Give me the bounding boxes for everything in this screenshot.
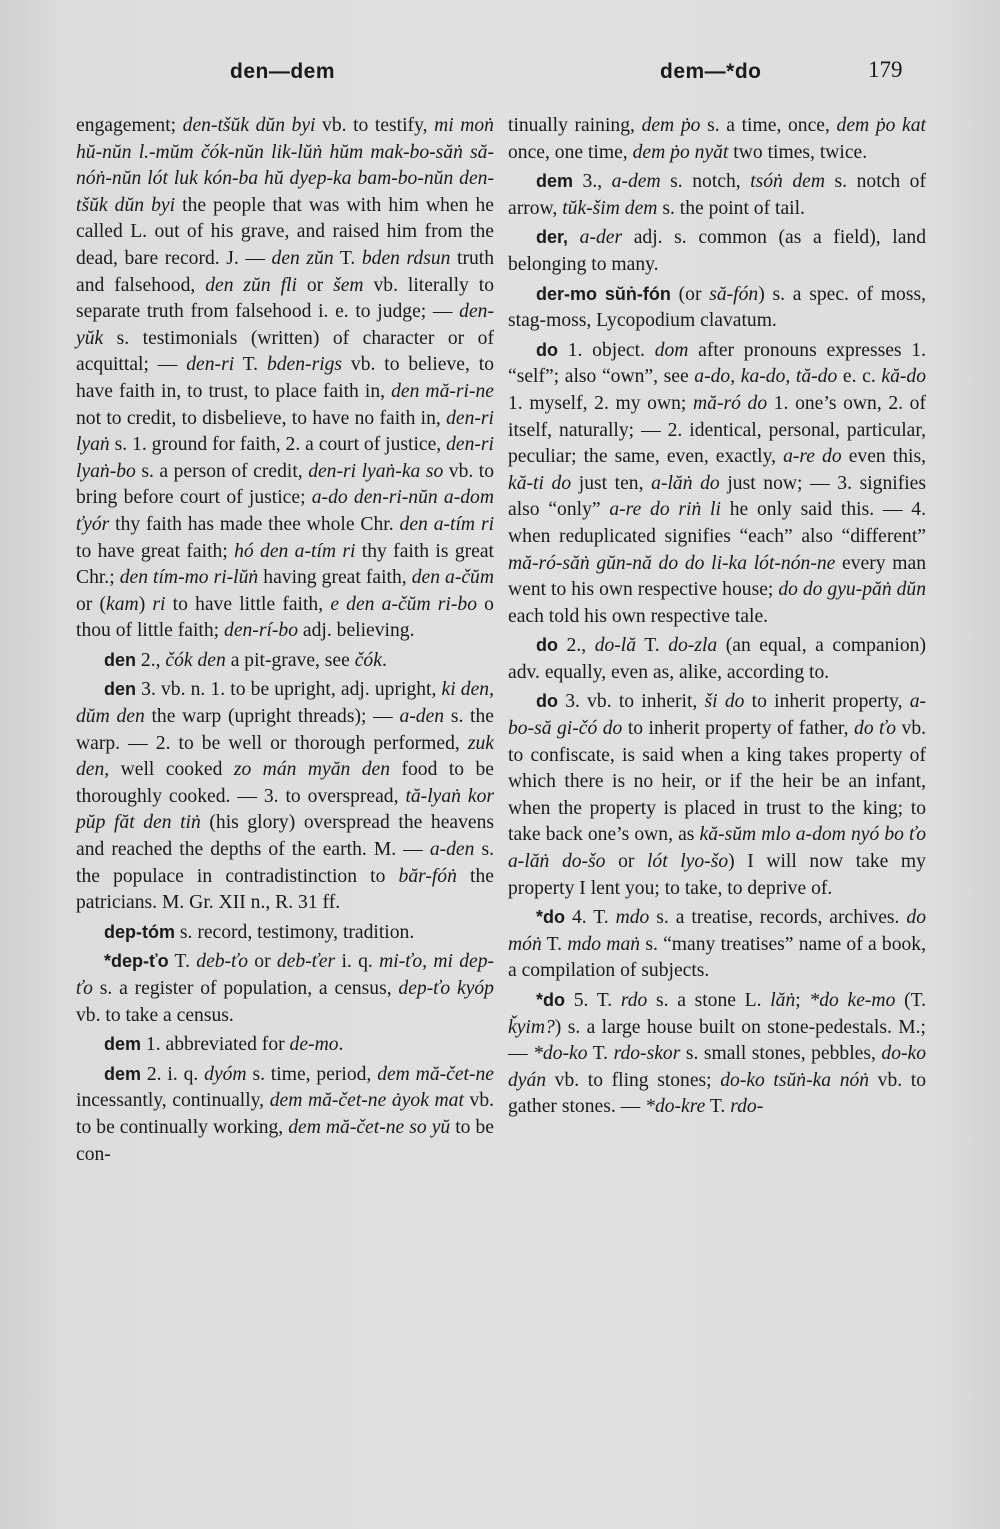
- dictionary-entry-do5: *do 5. T. rdo s. a stone L. lăṅ; *do ke-mo (T. ǩyim?) s. a large house built on stone-pedestals. M.; — *do-ko T. rdo-skor s. small stones, pebbles, do-ko dyán vb. to fling stones; do-ko tsŭṅ-ka nóṅ vb. to gather stones. — *do-kre T. rdo-: [508, 990, 927, 1118]
- right-column: [508, 113, 926, 1123]
- dictionary-entry-do3: do 3. vb. to inherit, ši do to inherit property, a-bo-să gi-čó do to inherit property of father, do ťo vb. to confiscate, is said when a king takes property of which there is no heir, or if the heir be an infant, when the property is placed in trust to the king; to take back one’s own, as kă-sŭm mlo a-dom nyó bo ťo a-lăṅ do-šo or lót lyo-šo) I will now take my property I lent you; to take, to deprive of.: [508, 691, 927, 899]
- dictionary-entry-dem3: dem 3., a-dem s. notch, tsóṅ dem s. notch of arrow, tŭk-šim dem s. the point of tail.: [508, 171, 926, 219]
- running-header-left: den—dem: [230, 60, 336, 83]
- page-number: 179: [868, 57, 903, 82]
- dictionary-entry-dem1: dem 1. abbreviated for de-mo.: [104, 1034, 344, 1056]
- dictionary-entry-do4: *do 4. T. mdo s. a treatise, records, archives. do móṅ T. mdo maṅ s. “many treatises” name of a book, a compilation of subjects.: [508, 907, 927, 982]
- dictionary-entry-depto: *dep-ťo T. deb-ťo or deb-ťer i. q. mi-ťo, mi dep-ťo s. a register of population, a census, dep-ťo kyóp vb. to take a census.: [76, 951, 495, 1026]
- dictionary-entry-den3: den 3. vb. n. 1. to be upright, adj. upright, ki den, dŭm den the warp (upright threads); — a-den s. the warp. — 2. to be well or thorough performed, zuk den, well cooked zo mán myăn den food to be thoroughly cooked. — 3. to overspread, tă-lyaṅ kor pŭp făt den tiṅ (his glory) overspread the heavens and reached the depths of the earth. M. — a-den s. the populace in contradistinction to băr-fóṅ the patricians. M. Gr. XII n., R. 31 ff.: [76, 679, 495, 914]
- dictionary-entry-do1: do 1. object. dom after pronouns expresses 1. “self”; also “own”, see a-do, ka-do, tă-do e. c. kă-do 1. myself, 2. my own; mă-ró do 1. one’s own, 2. of itself, naturally; — 2. identical, personal, particular, peculiar; the same, even, exactly, a-re do even this, kă-ti do just ten, a-lăṅ do just now; — 3. signifies also “only” a-re do riṅ li he only said this. — 4. when reduplicated signifies “each” also “different” mă-ró-săṅ gŭn-nă do do li-ka lót-nón-ne every man went to his own respective house; do do gyu-păṅ dŭn each told his own respective tale.: [508, 339, 927, 627]
- left-column: [76, 113, 494, 1170]
- dictionary-entry-deptom: dep-tóm s. record, testimony, tradition.: [104, 921, 415, 943]
- dictionary-entry-der: der, a-der adj. s. common (as a field), land belonging to many.: [508, 227, 926, 275]
- dictionary-entry-den2: den 2., čók den a pit-grave, see čók.: [104, 649, 387, 671]
- dictionary-entry-dem2cont: tinually raining, dem ṗo s. a time, once, dem ṗo kat once, one time, dem ṗo nyăt two times, twice.: [508, 115, 926, 163]
- dictionary-entry-do2: do 2., do-lă T. do-zla (an equal, a companion) adv. equally, even as, alike, according to.: [508, 635, 926, 683]
- running-header-right: dem—*do: [660, 60, 762, 83]
- dictionary-entry-cont: engagement; den-tšŭk dŭn byi vb. to testify, mi moṅ hŭ-nŭn l.-mŭm čók-nŭn lik-lŭṅ hŭm mak-bo-săṅ să-nóṅ-nŭn lót luk kón-ba hŭ dyep-ka bam-bo-nŭn den-tšŭk dŭn byi the people that was with him when he called L. out of his grave, and raised him from the dead, bare record. J. — den zŭn T. bden rdsun truth and falsehood, den zŭn fli or šem vb. literally to separate truth from falsehood i. e. to judge; — den-yŭk s. testimonials (written) of character or of acquittal; — den-ri T. bden-rigs vb. to believe, to have faith in, to trust, to place faith in, den mă-ri-ne not to credit, to disbelieve, to have no faith in, den-ri lyaṅ s. 1. ground for faith, 2. a court of justice, den-ri lyaṅ-bo s. a person of credit, den-ri lyaṅ-ka so vb. to bring before court of justice; a-do den-ri-nŭn a-dom ťyór thy faith has made thee whole Chr. den a-tím ri to have great faith; hó den a-tím ri thy faith is great Chr.; den tím-mo ri-lŭṅ having great faith, den a-čŭm or (kam) ri to have little faith, e den a-čŭm ri-bo o thou of little faith; den-rí-bo adj. believing.: [76, 115, 495, 642]
- dictionary-entry-dem2: dem 2. i. q. dyóm s. time, period, dem mă-čet-ne incessantly, continually, dem mă-čet-ne ȧyok mat vb. to be continually working, dem mă-čet-ne so yŭ to be con-: [76, 1063, 495, 1165]
- dictionary-entry-dermo: der-mo sŭṅ-fón (or să-fón) s. a spec. of moss, stag-moss, Lycopodium clavatum.: [508, 283, 926, 332]
